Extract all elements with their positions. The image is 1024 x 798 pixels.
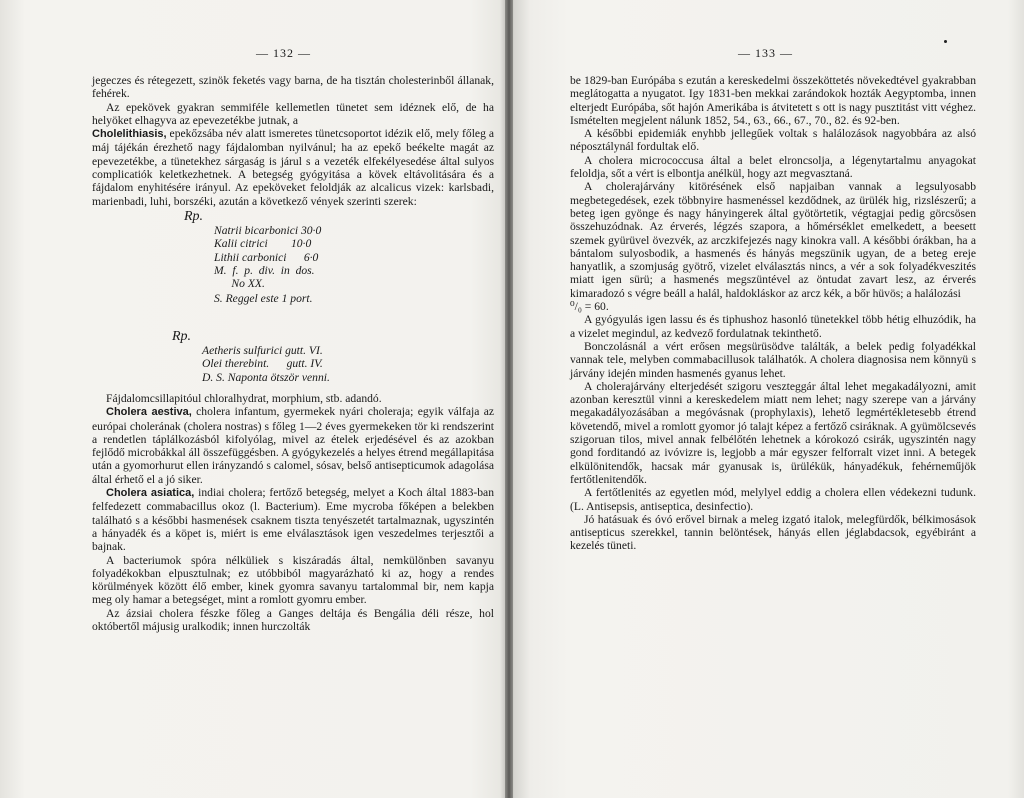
- paragraph: Fájdalomcsillapitóul chloralhydrat, morphium, stb. adandó.: [106, 391, 382, 405]
- paragraph-text: cholera infantum, gyermekek nyári choleraja; egyik válfaja az európai cholerának (cholera nostras) s főleg 1—2 éves gyermekeken tör ki rendszerint a rendetlen táplálkozásból kifolyólag, mivel az ételek erjedésével és az azokban fejlődő microbákkal áll összefüggésben. A gyógykezelés a helyes étrend megállapitása után a gyomorhurut ellen irányzandó s calomel, sósav, belső antisepticumok adagolása által érhető el a jó siker.: [92, 405, 494, 486]
- term-cholelithiasis: Cholelithiasis,: [92, 128, 167, 141]
- paragraph: be 1829-ban Európába s ezután a kereskedelmi összeköttetés növekedtével gyakrabban meglátogatta a nyugatot. Igy 1831-ben mekkai zarándokok hozták Aegyptomba, innen elterjedt Európába, sőt hajón Amerikába is átvitetett s ott is nagy pusztitást vitt véghez. Ismételten megjelent nálunk 1852, 54., 63., 66., 67., 70., 82. és 92-ben.: [570, 74, 976, 127]
- right-page-number: — 133 —: [738, 46, 793, 60]
- paragraph: A cholerajárvány elterjedését szigoru veszteggár által lehet megakadályozni, amit azonban keresztül vinni a kereskedelem miatt nem lehet; nagy szerepe van a járvány megakadályozásában a megóvásnak (prophylaxis), lehető legmértékletesebb étrend követendő, mivel a romlott gyomor jó talajt képez a fertőző csiráknak. A gyümölcsevés szigoruan tilos, mivel annak felbélőtén lehetnek a kórokozó csirák, ugyszintén nagy gond forditandó az ivóvizre is, legjobb a már egyszer felforralt vizet inni. A betegek elkülönitendők, hacsak már gyanusak is, ürülékük, hányadékuk, fehérneműjök fertőtlenitendők.: [570, 379, 976, 486]
- recipe-2: [92, 330, 494, 392]
- paragraph: [92, 486, 494, 553]
- term-cholera-aestiva: Cholera aestiva,: [106, 406, 192, 419]
- recipe-line: D. S. Naponta ötször venni.: [202, 370, 330, 384]
- paragraph-text: Az epekövek gyakran semmiféle kellemetlen tünetet sem idéznek elő, de ha helyöket elhagyva az epevezetékbe jutnak, a: [92, 100, 494, 127]
- paragraph: jegeczes és rétegezett, szinök feketés vagy barna, de ha tisztán cholesterinből állanak, fehérek.: [92, 74, 494, 101]
- paragraph: A gyógyulás igen lassu és és tiphushoz hasonló tünetekkel több hétig elhuzódik, ha a vizelet megindul, az kedvező fordulatnak tekinthető.: [570, 313, 976, 340]
- recipe-label: Rp.: [184, 208, 204, 224]
- left-page-text: [92, 74, 494, 633]
- recipe-1: [92, 210, 494, 330]
- paragraph: A fertőtlenités az egyetlen mód, melylyel eddig a cholera ellen védekezni tudunk. (L. Antisepsis, antiseptica, desinfectio).: [570, 486, 976, 513]
- paragraph-text: indiai cholera; fertőző betegség, melyet a Koch által 1883-ban felfedezett commabacillus okoz (l. Bacterium). Eme mycroba főképen a belekben található s a későbbi hasmenések csaknem tiszta tenyészetét tartalmaznak, ugyszintén a hányadék és a köpet is, miért is eme elválasztások igen veszedelmes terjesztői a bajnak.: [92, 486, 494, 554]
- term-cholera-asiatica: Cholera asiatica,: [106, 487, 195, 500]
- recipe-lines: [202, 344, 330, 384]
- recipe-line: S. Reggel este 1 port.: [214, 292, 313, 306]
- paragraph: ⁰/₀ = 60.: [570, 300, 609, 314]
- paragraph: Jó hatásuak és óvó erővel birnak a meleg izgató italok, melegfürdők, bélkimosások antisepticus szerekkel, tannin belöntések, hányás ellen jéglabdacsok, egyébiránt a kezelés tüneti.: [570, 512, 976, 553]
- recipe-line: Aetheris sulfurici gutt. VI.: [202, 343, 323, 357]
- paragraph: A cholera micrococcusa által a belet elroncsolja, a légenytartalmu anyagokat feloldja, sőt a vért is elbontja anélkül, hogy azt megvasztaná.: [570, 153, 976, 181]
- paragraph: A bacteriumok spóra nélküliek s kiszáradás által, nemkülönben savanyu folyadékokban elpusztulnak; ez utóbbiból magyarázható ki az, hogy a rendes körülmények között élő ember, kinek gyomra savanyu tartalommal bir, nem kapja meg oly hamar a betegséget, mint a romlott gyomru ember.: [92, 553, 494, 607]
- recipe-label: Rp.: [172, 328, 192, 344]
- paragraph: [92, 405, 494, 486]
- recipe-line: Natrii bicarbonici 30·0: [214, 223, 322, 237]
- recipe-line: Lithii carbonici 6·0: [214, 250, 319, 264]
- paragraph: Bonczolásnál a vért erősen megsürüsödve találták, a belek pedig folyadékkal vannak tele, melyben commabacillusok találhatók. A cholera diagnosisa nem könnyü s járvány idején minden hasmenés gyanus lehet.: [570, 339, 976, 380]
- paragraph: [92, 101, 494, 208]
- paragraph: Az ázsiai cholera fészke főleg a Ganges deltája és Bengália déli része, hol októbertől májusig uralkodik; innen hurczolták: [92, 606, 494, 634]
- recipe-line: M. f. p. div. in dos.: [214, 263, 315, 277]
- right-page-text: [570, 74, 976, 553]
- recipe-line: Olei therebint. gutt. IV.: [202, 357, 323, 371]
- book-gutter: [505, 0, 513, 798]
- left-page: [0, 0, 508, 798]
- recipe-line: Kalii citrici 10·0: [214, 237, 312, 251]
- recipe-lines: [214, 224, 321, 306]
- print-speck: [944, 40, 947, 43]
- left-page-number: — 132 —: [256, 46, 311, 60]
- recipe-line: No XX.: [214, 277, 265, 291]
- right-page: [508, 0, 1024, 798]
- paragraph: A cholerajárvány kitörésének első napjaiban vannak a legsulyosabb megbetegedések, ezek többnyire hasmenéssel kezdődnek, az ürülék hig, rizslészerű; a beteg igen gyönge és nagy hányingerek által gyötörtetik, végtagjai pedig görcsösen összehuzódnak. Az érverés, légzés szapora, a hőmérséklet emelkedett, a beesett szemek gyürüvel övezvék, az arczkifejezés nagy kinokra vall. A későbbi órákban, ha a bántalom sulyosbodik, a hasmenés és hányás megszünik ugyan, de a beteg ereje hanyatlik, a szomjuság gyötrő, vizelet elválasztás nincs, a vér a sok folyadékveszités miatt igen sürü; a hasmenés megszüntével az öntudat zavart lesz, az érverés kimaradozó s végre beáll a halál, haldokláskor az arcz kék, a bőr hüvös; a halálozási: [570, 180, 976, 300]
- paragraph: A későbbi epidemiák enyhbb jellegűek voltak s halálozások nagyobbára az alsó néposztálynál fordultak elő.: [570, 127, 976, 154]
- paragraph-text: epekőzsába név alatt ismeretes tünetcsoportot idézik elő, mely főleg a máj tájékán érezhető nagy fájdalomban nyilvánul; ha az epekő beékelte magát az epevezetékbe, a tünetekhez sárgaság is járul s a vezeték elfekélyesedése által sulyos complicatiók keletkezhetnek. A betegség gyógyitása a kövek eltávolitására és a fájdalom enyhitésére irányul. Az epeköveket feloldják az alcalicus vizek: karlsbadi, marienbadi, luhi, borszéki, azután a következő vények szerinti szerek:: [92, 127, 494, 208]
